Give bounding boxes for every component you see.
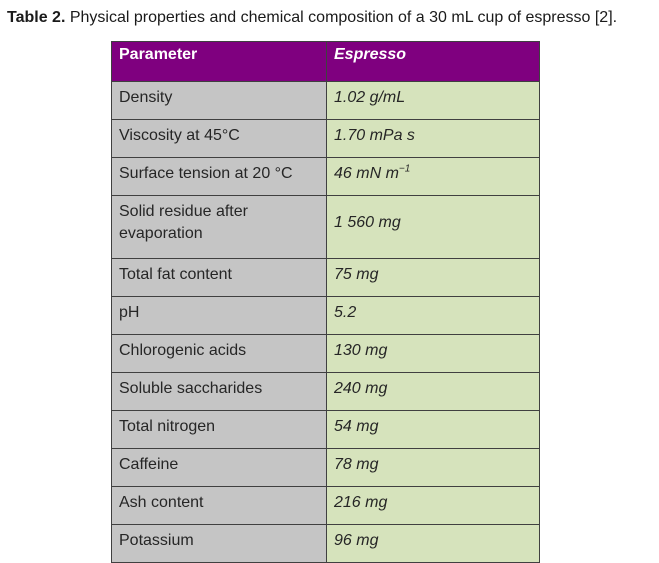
parameter-cell: Viscosity at 45°C (112, 120, 327, 158)
parameter-cell: Chlorogenic acids (112, 335, 327, 373)
value-text: 46 mN m (334, 165, 399, 182)
parameter-cell: Soluble saccharides (112, 373, 327, 411)
value-cell (327, 158, 540, 196)
value-cell: 78 mg (327, 449, 540, 487)
value-cell: 240 mg (327, 373, 540, 411)
table-row (112, 525, 540, 563)
table-caption (7, 8, 617, 28)
table-row (112, 411, 540, 449)
table-row (112, 82, 540, 120)
parameter-cell: Potassium (112, 525, 327, 563)
column-header-espresso: Espresso (327, 42, 540, 82)
table-caption-text: Physical properties and chemical composition of a 30 mL cup of espresso [2]. (65, 9, 618, 26)
table-row (112, 449, 540, 487)
table-row (112, 120, 540, 158)
table-row (112, 259, 540, 297)
properties-table (111, 41, 540, 563)
value-cell: 216 mg (327, 487, 540, 525)
table-row (112, 196, 540, 259)
table-row (112, 335, 540, 373)
parameter-cell: Total fat content (112, 259, 327, 297)
table-row (112, 487, 540, 525)
value-cell: 130 mg (327, 335, 540, 373)
parameter-cell: Ash content (112, 487, 327, 525)
table-caption-label: Table 2. (7, 9, 66, 26)
parameter-cell: Surface tension at 20 °C (112, 158, 327, 196)
table-row (112, 158, 540, 196)
value-cell: 54 mg (327, 411, 540, 449)
value-cell: 96 mg (327, 525, 540, 563)
table-row (112, 297, 540, 335)
value-cell: 1.70 mPa s (327, 120, 540, 158)
parameter-cell: Total nitrogen (112, 411, 327, 449)
parameter-cell: pH (112, 297, 327, 335)
table-row (112, 373, 540, 411)
value-cell: 1 560 mg (327, 196, 540, 259)
parameter-cell: Density (112, 82, 327, 120)
parameter-cell: Solid residue after evaporation (112, 196, 327, 259)
column-header-parameter: Parameter (112, 42, 327, 82)
value-cell: 75 mg (327, 259, 540, 297)
value-superscript: −1 (398, 163, 411, 175)
table-header-row (112, 42, 540, 82)
value-cell: 1.02 g/mL (327, 82, 540, 120)
parameter-cell: Caffeine (112, 449, 327, 487)
value-cell: 5.2 (327, 297, 540, 335)
